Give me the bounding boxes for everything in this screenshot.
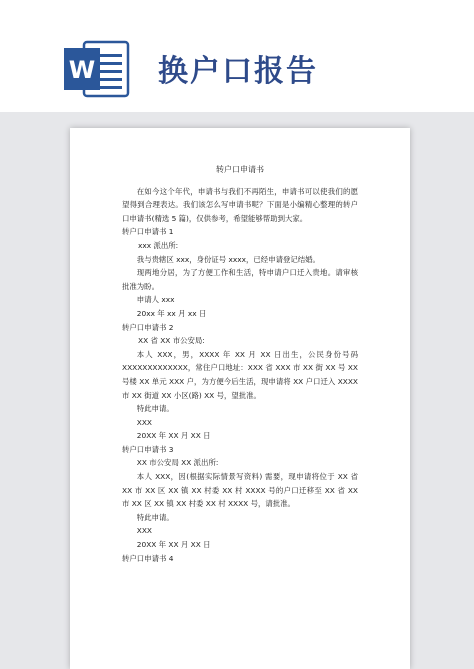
body-paragraph-3: 本人 XXX，因(根据实际情景写资料) 需要，现申请将位于 XX 省 XX 市 XX 区 XX 镇 XX 村委 XX 村 XXXX 号的户口迁移至 XX 省 XX 市 XX 区 XX 镇 XX 村委 XX 村 XXXX 号，请批准。 <box>122 472 358 509</box>
word-doc-icon <box>62 40 130 98</box>
date-1: 20xx 年 xx 月 xx 日 <box>136 308 207 318</box>
body-paragraph-2: 本人 XXX，男，XXXX 年 XX 月 XX 日出生，公民身份号码XXXXXXXXXXXXX，常住户口地址：XXX 省 XXX 市 XX 街 XX 号 XX号楼 XX 单元 XXX 户，为方便今后生活，现申请将 XX 户口迁入 XXXX市 XX 街道 XX 小区(路) XX 号，望批准。 <box>122 349 358 400</box>
date-2: 20XX 年 XX 月 XX 日 <box>136 431 211 441</box>
section-heading-1: 转户口申请书 1 <box>122 227 174 237</box>
signature-2: XXX <box>136 417 152 427</box>
word-logo-letter: W <box>68 56 96 84</box>
page-banner <box>0 0 474 110</box>
addressee-2: XX 省 XX 市公安局: <box>138 336 205 346</box>
document-title: 转户口申请书 <box>216 165 264 174</box>
section-heading-4: 转户口申请书 4 <box>122 553 174 563</box>
closing-2: 特此申请。 <box>136 404 174 414</box>
body-paragraph-1b: 现两地分居，为了方便工作和生活，特申请户口迁入贵地。请审核批准为盼。 <box>122 268 358 291</box>
date-3: 20XX 年 XX 月 XX 日 <box>136 540 211 550</box>
signature-1: 申请人 xxx <box>136 295 175 305</box>
body-paragraph-1a: 我与贵辖区 xxx，身份证号 xxxx，已经申请登记结婚。 <box>136 254 320 264</box>
document-content <box>122 163 358 565</box>
intro-paragraph: 在如今这个年代，申请书与我们不再陌生，申请书可以使我们的愿望得到合理表达。我们该怎么写申请书呢？下面是小编精心整理的转户口申请书(精选 5 篇)，仅供参考，希望能够帮助到大家。 <box>122 186 358 223</box>
signature-3: XXX <box>136 526 152 536</box>
closing-3: 特此申请。 <box>136 512 174 522</box>
addressee-1: xxx 派出所: <box>138 240 179 250</box>
banner-title: 换户口报告 <box>158 54 318 89</box>
section-heading-3: 转户口申请书 3 <box>122 444 174 454</box>
addressee-3: XX 市公安局 XX 派出所: <box>136 458 219 468</box>
section-heading-2: 转户口申请书 2 <box>122 322 174 332</box>
